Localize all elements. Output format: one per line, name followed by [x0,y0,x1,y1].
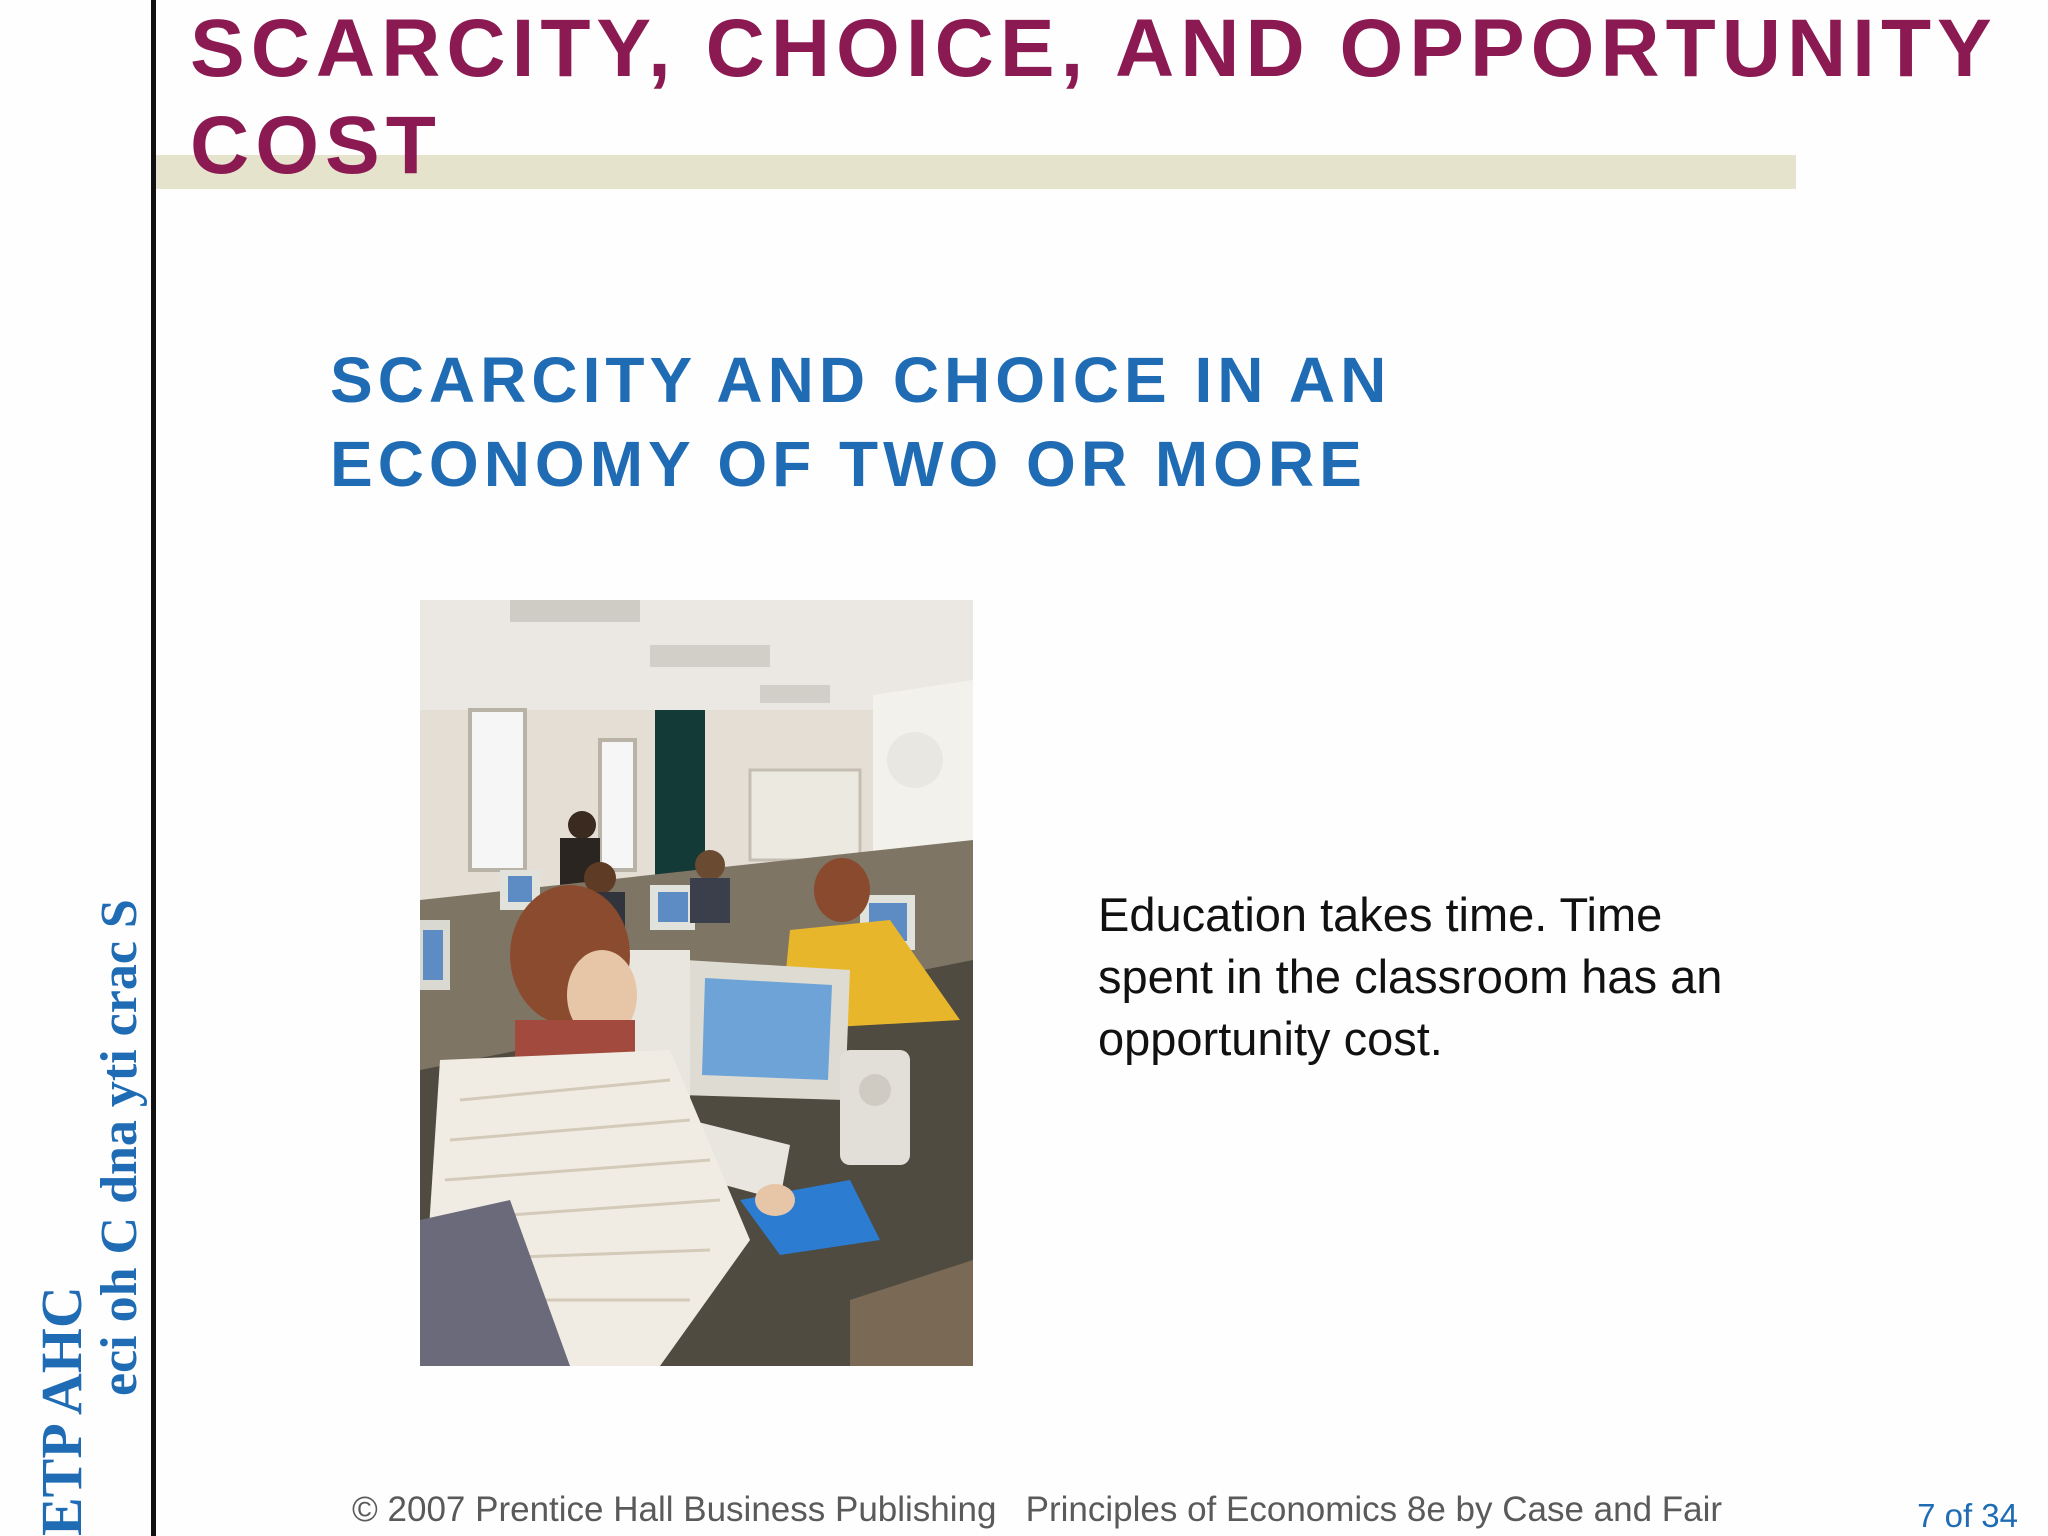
slide-title: SCARCITY, CHOICE, AND OPPORTUNITY COST [190,3,1997,191]
caption-text: Education takes time. Time spent in the classroom has an opportunity cost. [1098,888,1723,1065]
side-label-line1: ETP AHC [29,1286,94,1536]
side-label-line2: eci oh C dna yti crac S [91,899,148,1396]
slide-subtitle: SCARCITY AND CHOICE IN AN ECONOMY OF TWO OR MORE [330,344,1392,500]
classroom-photo [420,600,973,1366]
page-number: 7 of 34 [1917,1497,2018,1534]
left-vertical-rule [151,0,156,1536]
footer-copyright: © 2007 Prentice Hall Business Publishing Principles of Economics 8e by Case and Fair [352,1490,1723,1529]
